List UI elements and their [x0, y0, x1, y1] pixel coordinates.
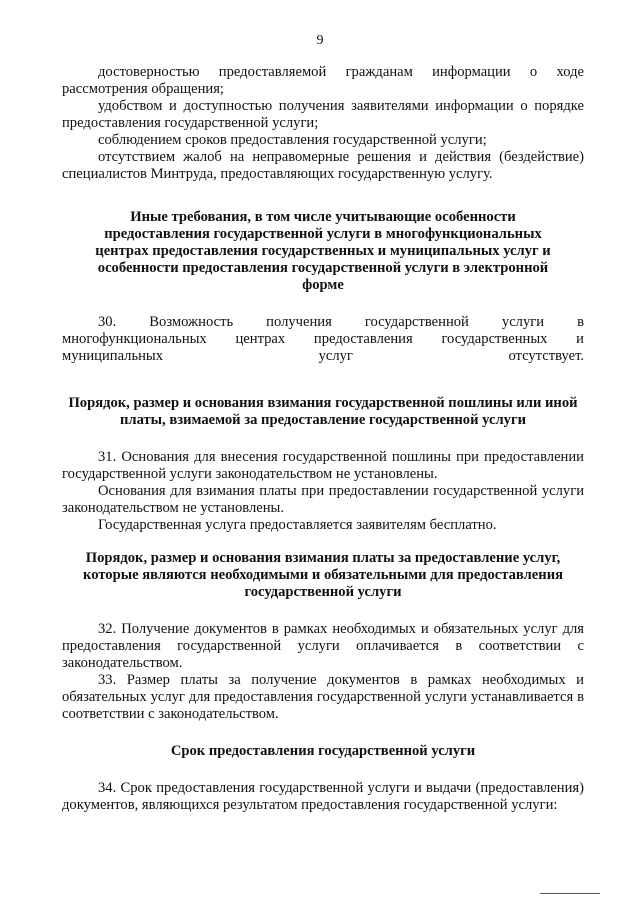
intro-line: удобством и доступностью получения заявителями информации о порядке предоставления государственной услуги; [62, 98, 584, 131]
section-heading: Иные требования, в том числе учитывающие особенности предоставления государственной услуги в многофункциональных центрах предоставления государственных и муниципальных услуг и особенности предоставления государственной услуги в электронной форме [95, 209, 551, 293]
footer-rule [540, 893, 600, 894]
section-paragraph: Государственная услуга предоставляется заявителям бесплатно. [98, 517, 497, 533]
page-number: 9 [316, 33, 324, 48]
intro-line: соблюдением сроков предоставления государственной услуги; [98, 132, 487, 148]
section-paragraph: 32. Получение документов в рамках необходимых и обязательных услуг для предоставления государственной услуги оплачивается в соответствии с законодательством. [62, 621, 584, 671]
intro-line: достоверностью предоставляемой гражданам информации о ходе рассмотрения обращения; [62, 64, 584, 97]
section-paragraph: 31. Основания для внесения государственной пошлины при предоставлении государственной услуги законодательством не установлены. [62, 449, 584, 482]
intro-line: отсутствием жалоб на неправомерные решения и действия (бездействие) специалистов Минтруда, предоставляющих государственную услугу. [62, 149, 584, 182]
section-heading: Срок предоставления государственной услуги [170, 743, 476, 759]
section-paragraph: 30. Возможность получения государственной услуги в многофункциональных центрах предоставления государственных и муниципальных услуг отсутствует. [62, 314, 584, 364]
section-paragraph: 33. Размер платы за получение документов в рамках необходимых и обязательных услуг для предоставления государственной услуги устанавливается в соответствии с законодательством. [62, 672, 584, 722]
section-heading: Порядок, размер и основания взимания платы за предоставление услуг, которые являются необходимыми и обязательными для предоставления государственной услуги [83, 550, 563, 600]
section-heading: Порядок, размер и основания взимания государственной пошлины или иной платы, взимаемой за предоставление государственной услуги [68, 395, 578, 428]
section-paragraph: Основания для взимания платы при предоставлении государственной услуги законодательством не установлены. [62, 483, 584, 516]
section-paragraph: 34. Срок предоставления государственной услуги и выдачи (предоставления) документов, являющихся результатом предоставления государственной услуги: [62, 780, 584, 813]
page-content [62, 64, 584, 814]
